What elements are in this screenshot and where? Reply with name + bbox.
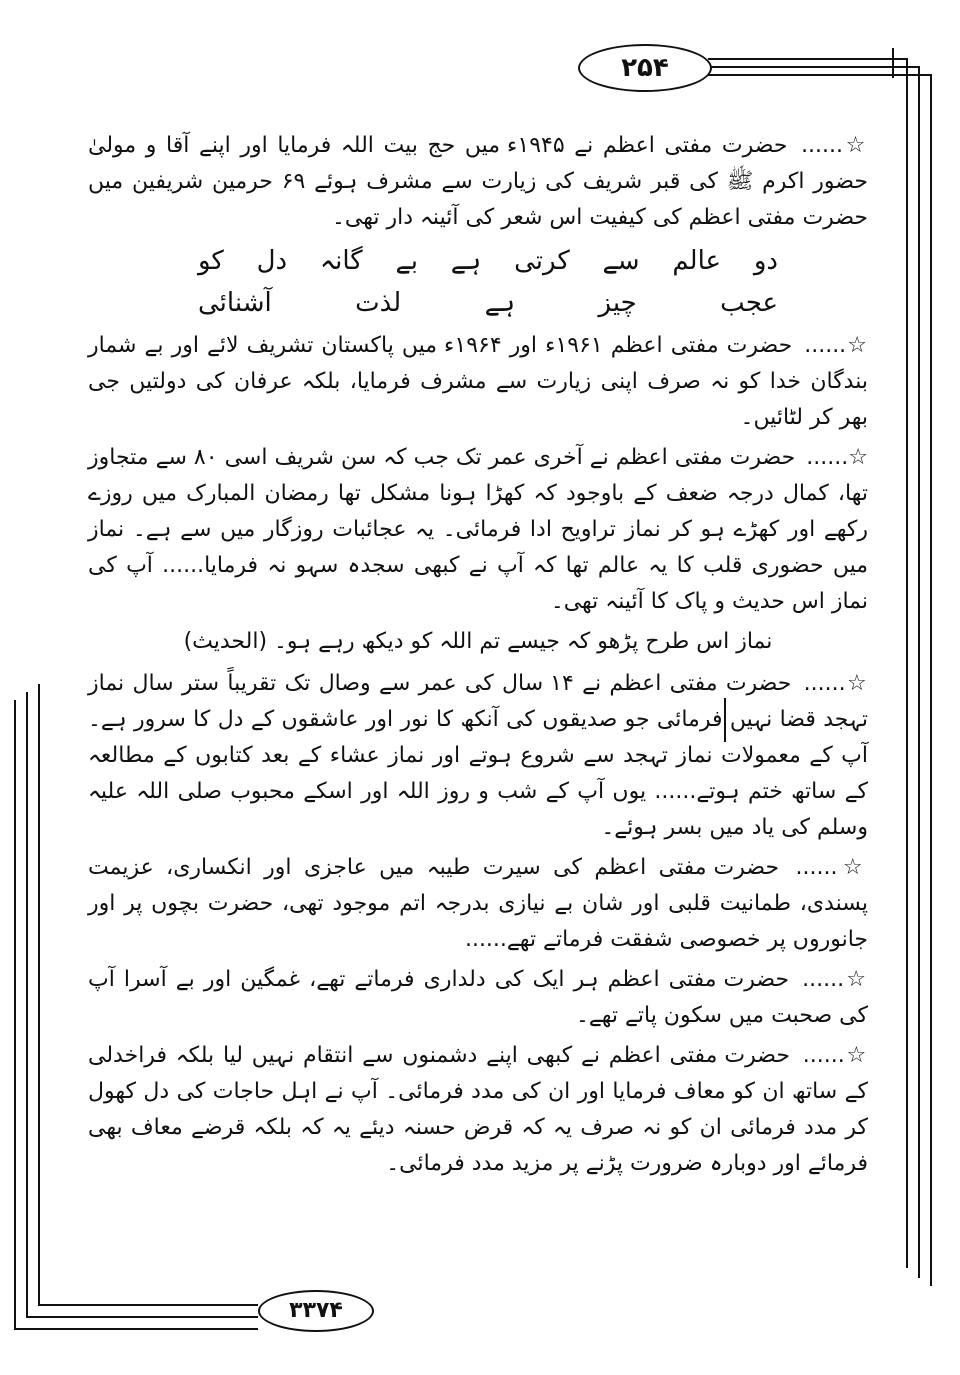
frame-left-line-1 <box>14 700 16 1330</box>
paragraph-text: حضرت مفتی اعظم نے کبھی اپنے دشمنوں سے انتقام نہیں لیا بلکہ فراخدلی کے ساتھ ان کو معاف فرمایا اور ان کی مدد فرمائی۔ آپ نے اہل حاجات کی دل کھول کر مدد فرمائی ان کو نہ صرف یہ کہ قرض حسنہ دیئے یہ کہ بلکہ قرضے معاف بھی فرمائے اور دوبارہ ضرورت پڑنے پر مزید مدد فرمائی۔ <box>88 1043 868 1176</box>
paragraph-compassion <box>88 962 868 1034</box>
paragraph-text: حضرت مفتی اعظم نے ۱۹۴۵ء میں حج بیت اللہ فرمایا اور اپنے آقا و مولیٰ حضور اکرم ﷺ کی قبر شریف کی زیارت سے مشرف ہوئے ۶۹ حرمین شریفین میں حضرت مفتی اعظم کی کیفیت اس شعر کی آئینہ دار تھی۔ <box>88 133 868 230</box>
hadith-quote: نماز اس طرح پڑھو کہ جیسے تم اللہ کو دیکھ رہے ہو۔ (الحدیث) <box>183 629 773 654</box>
paragraph-text: حضرت مفتی اعظم ہر ایک کی دلداری فرماتے تھے، غمگین اور بے آسرا آپ کی صحبت میں سکون پاتے تھے۔ <box>88 967 868 1028</box>
frame-bottom-line-1 <box>14 1328 258 1330</box>
paragraph-hajj <box>88 128 868 236</box>
star-bullet-icon: ☆...... <box>804 333 868 358</box>
couplet-word: کرتی <box>514 246 570 276</box>
star-bullet-icon: ☆...... <box>801 133 868 158</box>
star-bullet-icon: ☆...... <box>802 1043 868 1068</box>
frame-right-line-3 <box>930 74 932 1286</box>
page-number-top: ۲۵۴ <box>578 44 712 92</box>
frame-right-inner-line <box>892 48 894 78</box>
star-bullet-icon: ☆...... <box>802 967 868 992</box>
couplet-word: گانہ <box>319 246 363 276</box>
couplet-word: لذت <box>355 288 402 318</box>
couplet-word: آشنائی <box>198 288 272 318</box>
paragraph-text: حضرت مفتی اعظم ۱۹۶۱ء اور ۱۹۶۴ء میں پاکستان تشریف لائے اور بے شمار بندگان خدا کو نہ صرف اپنی زیارت سے مشرف فرمایا، بلکہ عرفان کی دولتیں جی بھر کر لٹائیں۔ <box>88 333 868 430</box>
frame-left-line-2 <box>26 692 28 1318</box>
paragraph-text: حضرت مفتی اعظم نے ۱۴ سال کی عمر سے وصال تک تقریباً ستر سال نماز تہجد قضا نہیں فرمائی جو صدیقوں کی آنکھ کا نور اور عاشقوں کے دل کا سرور ہے۔ آپ کے معمولات نماز تہجد سے شروع ہوتے اور نماز عشاء کے بعد کتابوں کے مطالعہ کے ساتھ ختم ہوتے...... یوں آپ کے شب و روز اللہ اور اسکے محبوب صلی اللہ علیہ وسلم کی یاد میں بسر ہوئے۔ <box>88 671 868 840</box>
couplet-word: ہے <box>484 288 516 318</box>
couplet-word: عجب <box>720 288 778 318</box>
paragraph-humility <box>88 850 868 958</box>
frame-right-line-2 <box>918 66 920 1278</box>
frame-bottom-line-3 <box>38 1304 258 1306</box>
paragraph-text: حضرت مفتی اعظم کی سیرت طیبہ میں عاجزی اور انکساری، عزیمت پسندی، طمانیت قلبی اور شان بے نیازی بدرجہ اتم موجود تھی، حضرت بچوں پر اور جانوروں پر خصوصی شفقت فرماتے تھے...... <box>88 855 868 952</box>
paragraph-ramadan <box>88 440 868 620</box>
frame-top-line-3 <box>708 74 932 76</box>
couplet-word: چیز <box>598 288 637 318</box>
couplet-word: سے <box>602 246 640 276</box>
frame-top-line-1 <box>708 58 908 60</box>
frame-left-line-3 <box>38 684 40 1306</box>
paragraph-tahajjud <box>88 666 868 846</box>
star-bullet-icon: ☆...... <box>795 855 868 880</box>
frame-bottom-line-2 <box>26 1316 258 1318</box>
paragraph-text: حضرت مفتی اعظم نے آخری عمر تک جب کہ سن شریف اسی ۸۰ سے متجاوز تھا، کمال درجہ ضعف کے باوجود کہ کھڑا ہونا مشکل تھا رمضان المبارک میں روزے رکھے اور کھڑے ہو کر نماز تراویح ادا فرمائی۔ یہ عجائبات روزگار میں سے ہے۔ نماز میں حضوری قلب کا یہ عالم تھا کہ آپ نے کبھی سجدہ سہو نہ فرمایا...... آپ کی نماز اس حدیث و پاک کا آئینہ تھی۔ <box>88 445 868 614</box>
couplet-word: ہے <box>450 246 482 276</box>
paragraph-forgiveness <box>88 1038 868 1182</box>
couplet-word: عالم <box>672 246 722 276</box>
frame-right-line-1 <box>906 58 908 1268</box>
couplet-word: دو <box>753 246 778 276</box>
couplet-word: کو <box>198 246 224 276</box>
couplet-line-1 <box>198 240 778 282</box>
page-content <box>88 128 868 1186</box>
page-number-bottom: ۳۳۷۴ <box>258 1290 374 1332</box>
frame-top-line-2 <box>708 66 920 68</box>
couplet-line-2 <box>198 282 778 324</box>
couplet-word: بے <box>395 246 418 276</box>
star-bullet-icon: ☆...... <box>803 671 868 696</box>
couplet-word: دل <box>256 246 288 276</box>
couplet <box>198 240 778 324</box>
paragraph-pakistan-visit <box>88 328 868 436</box>
star-bullet-icon: ☆...... <box>806 445 868 470</box>
